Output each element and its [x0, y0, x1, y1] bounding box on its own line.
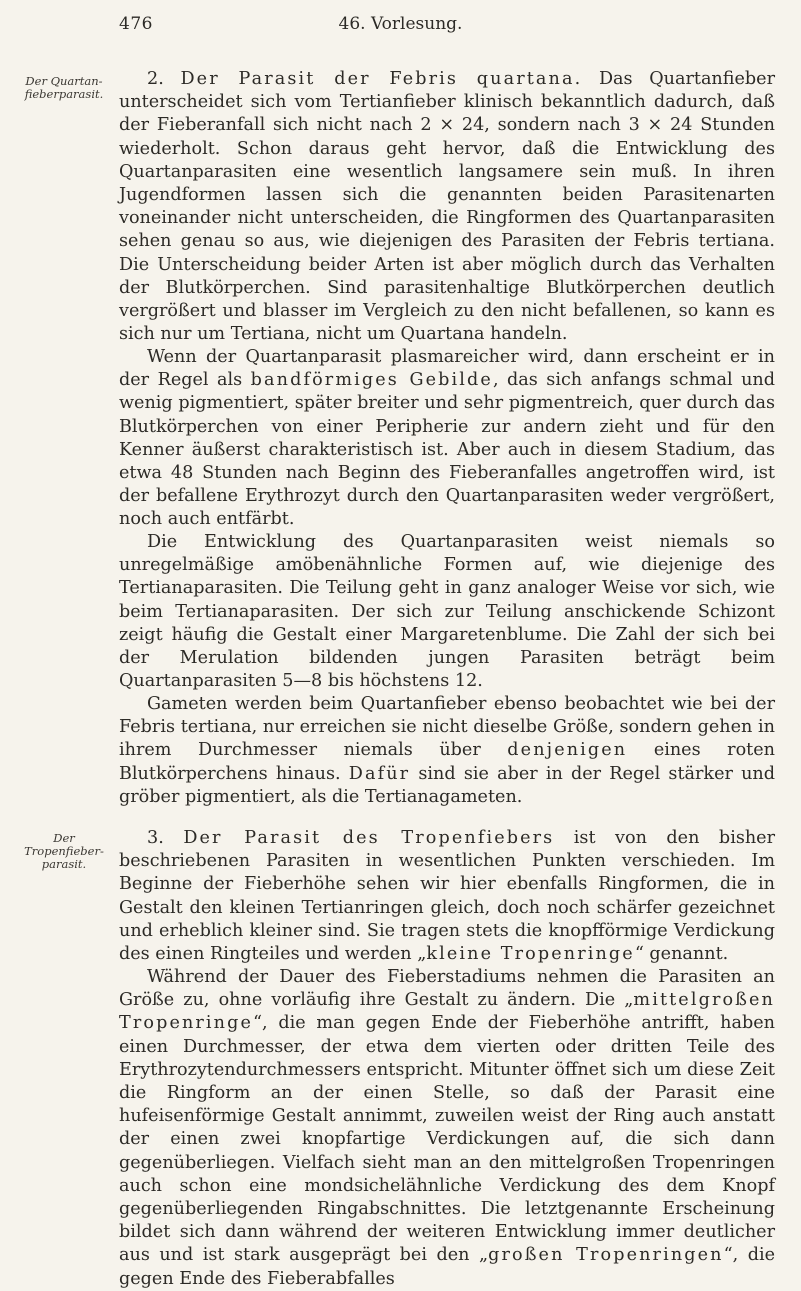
section-number: 3. — [147, 828, 164, 848]
paragraph-tropica-intro — [119, 827, 775, 966]
text-run: , das sich anfangs schmal und wenig pigmentiert, später breiter und sehr pigmentreich, quer durch das Blutkörperchen von einer Peripherie zur andern zieht und für den Kenner äußerst charakteristisch ist. Aber auch in diesem Stadium, das etwa 48 Stunden nach Beginn des Fieberanfalles angetroffen wird, ist der befallene Erythrozyt durch den Quartanparasiten weder vergrößert, noch auch entfärbt. — [119, 370, 775, 530]
section-title-quartana: Der Parasit der Febris quartana. — [180, 69, 583, 89]
paragraph-tropica-growth — [119, 966, 775, 1291]
paragraph-quartana-intro — [119, 68, 775, 346]
paragraph-text: Das Quartanfieber unterscheidet sich vom Tertianfieber klinisch bekanntlich dadurch, daß der Fieberanfall sich nicht nach 2 × 24, sondern nach 3 × 24 Stunden wiederholt. Schon daraus geht hervor, daß die Entwicklung des Quartanparasiten eine wesentlich langsamere sein muß. In ihren Jugendformen lassen sich die genannten beiden Parasitenarten voneinander nicht unterscheiden, die Ringformen des Quartanparasiten sehen genau so aus, wie diejenigen des Parasiten der Febris tertiana. Die Unterscheidung beider Arten ist aber möglich durch das Verhalten der Blutkörperchen. Sind parasitenhaltige Blutkörperchen deutlich vergrößert und blasser im Vergleich zu den nicht befallenen, so kann es sich nur um Tertiana, nicht um Quartana handeln. — [119, 69, 775, 345]
text-run: sind sie aber in der Regel stärker und gröber pigmentiert, als die Tertianagameten. — [119, 763, 776, 807]
spaced-term: denjenigen — [507, 740, 628, 761]
running-title: 46. Vorlesung. — [338, 14, 463, 34]
section-title-tropica: Der Parasit des Tropenfiebers — [183, 828, 555, 848]
text-run: “ genannt. — [634, 944, 729, 965]
spaced-term: mittelgroßen Tropenringe — [119, 990, 775, 1034]
text-run: Gameten werden beim Quartanfieber ebenso beobachtet wie bei der Febris tertiana, nur erreichen sie nicht dieselbe Größe, sondern gehen in ihrem Durchmesser niemals über — [119, 694, 775, 761]
text-run: “, die man gegen Ende der Fieberhöhe antrifft, haben einen Durchmesser, der etwa dem vierten oder dritten Teile des Erythrozytendurchmessers entspricht. Mitunter öffnet sich um diese Zeit die Ringform an der einen Stelle, so daß der Parasit eine hufeisenförmige Gestalt annimmt, zuweilen weist der Ring auch anstatt der einen zwei knopfartige Verdickungen auf, die sich dann gegenüberliegen. Vielfach sieht man an den mittelgroßen Tropenringen auch schon eine mondsichelähnliche Verdickung des dem Knopf gegenüberliegenden Ringabschnittes. Die letztgenannte Erscheinung bildet sich dann während der weiteren Entwicklung immer deutlicher aus und ist stark ausgeprägt bei den „ — [119, 1013, 775, 1266]
text-run: “, die gegen Ende des Fieberabfalles — [119, 1245, 775, 1289]
spaced-term: großen Tropenringen — [488, 1245, 724, 1266]
page-number: 476 — [119, 14, 153, 34]
paragraph-quartana-band — [119, 346, 775, 532]
text-run: Wenn der Quartanparasit plasmareicher wird, dann erscheint er in der Regel als — [119, 347, 775, 391]
paragraph-quartana-gametes — [119, 693, 775, 809]
margin-note-quartan: Der Quartan-fieberparasit. — [24, 74, 104, 101]
page-header — [0, 14, 801, 42]
text-run: ist von den bisher beschriebenen Parasiten in wesentlichen Punkten verschieden. Im Beginne der Fieberhöhe sehen wir hier ebenfalls Ringformen, die in Gestalt den kleinen Tertianringen gleich, doch noch schärfer gezeichnet und erheblich kleiner sind. Sie tragen stets die knopfförmige Verdickung des einen Ringteiles und werden „ — [119, 828, 775, 965]
section-number: 2. — [147, 69, 164, 89]
spaced-term: kleine Tropenringe — [426, 944, 635, 965]
text-run: Während der Dauer des Fieberstadiums nehmen die Parasiten an Größe zu, ohne vorläufig ihre Gestalt zu ändern. Die „ — [119, 967, 775, 1011]
text-run: eines roten Blutkörperchens hinaus. — [119, 740, 775, 784]
spaced-term: Dafür — [348, 763, 411, 784]
paragraph-quartana-development: Die Entwicklung des Quartanparasiten weist niemals so unregelmäßige amöbenähnliche Formen auf, wie diejenige des Tertianaparasiten. Die Teilung geht in ganz analoger Weise vor sich, wie beim Tertianaparasiten. Der sich zur Teilung anschickende Schizont zeigt häufig die Gestalt einer Margaretenblume. Die Zahl der sich bei der Merulation bildenden jungen Parasiten beträgt beim Quartanparasiten 5—8 bis höchstens 12. — [119, 532, 775, 692]
margin-note-tropica: Der Tropenfieber-parasit. — [24, 831, 104, 871]
spaced-term: bandförmiges Gebilde — [250, 370, 493, 391]
